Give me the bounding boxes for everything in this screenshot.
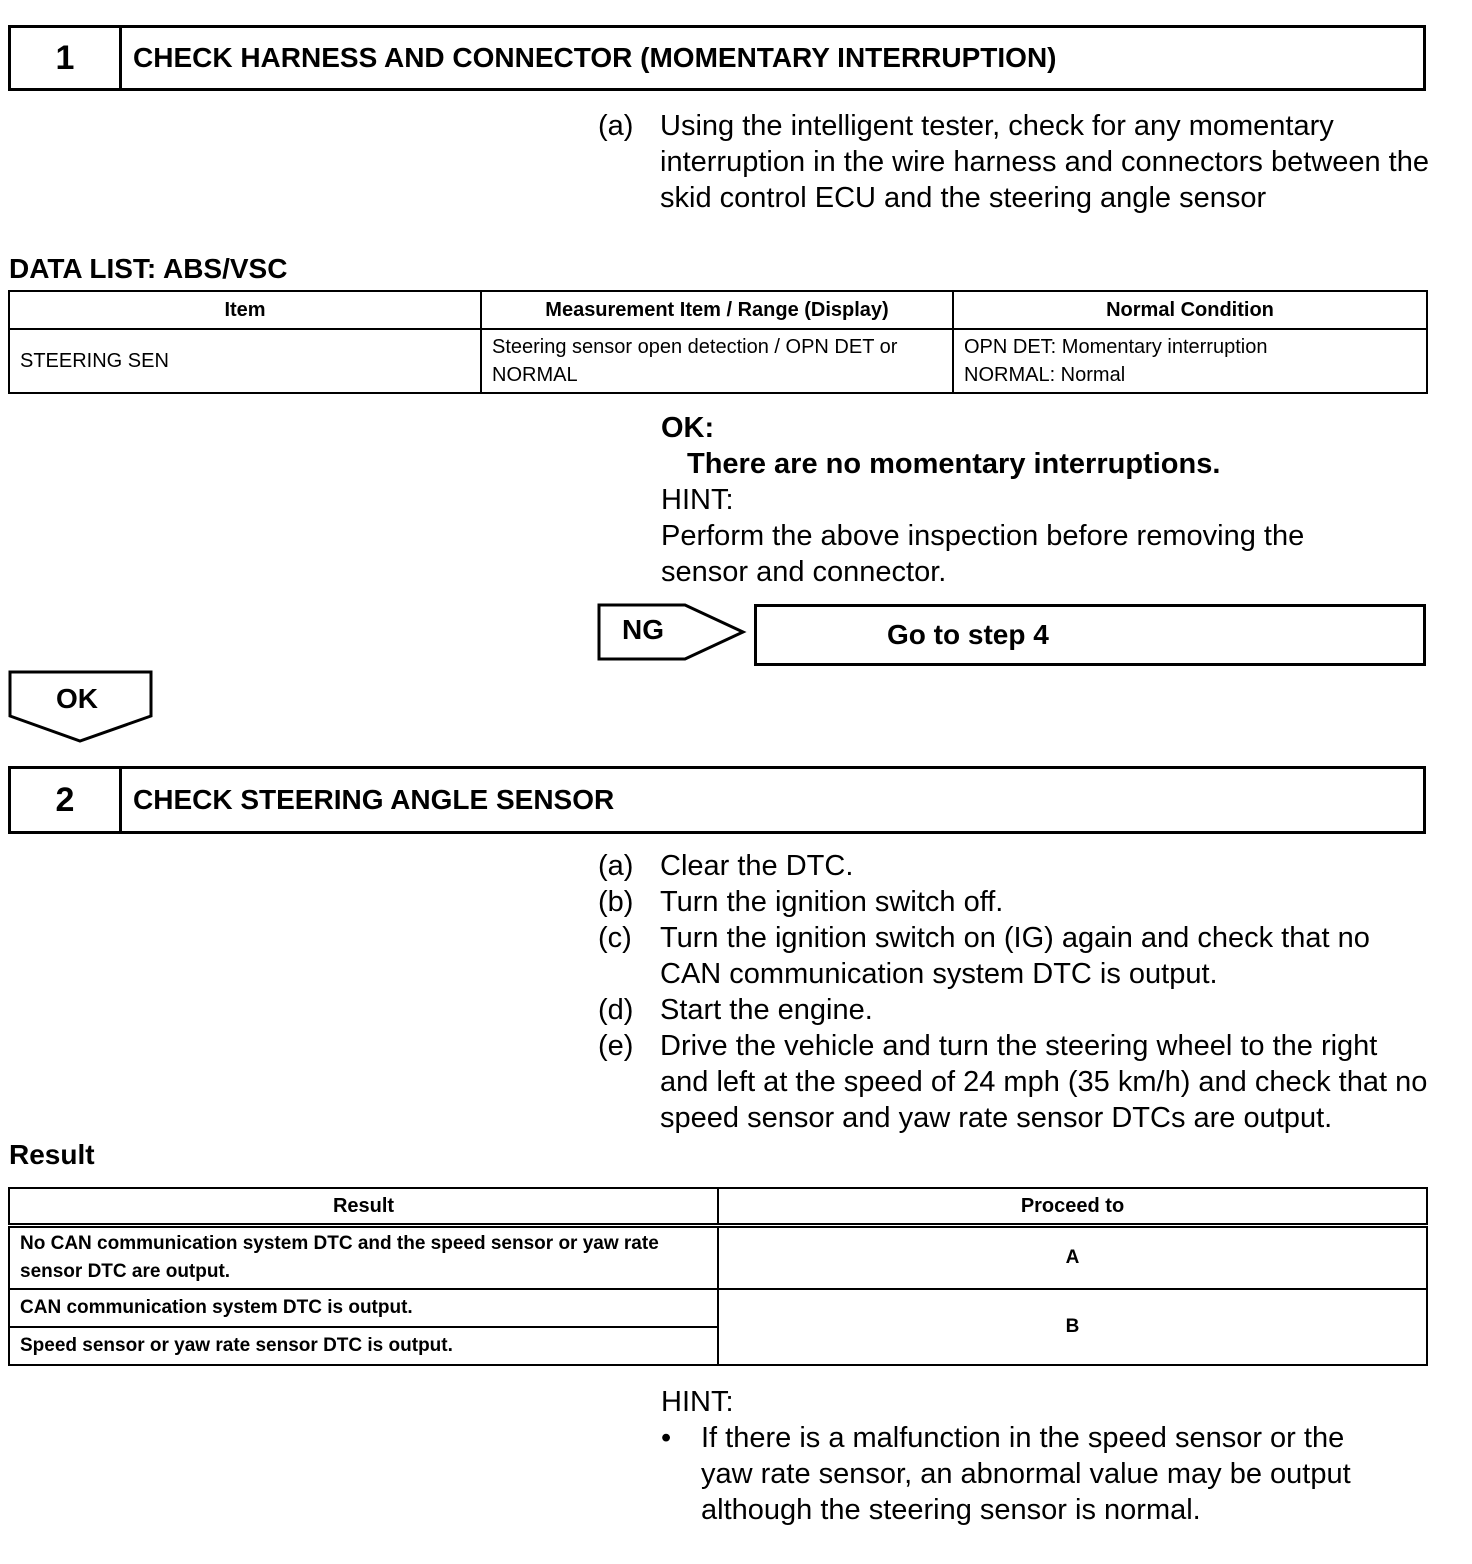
ng-arrow-icon <box>597 603 749 663</box>
instruction-label: (a) <box>598 110 634 142</box>
step-2-title: CHECK STEERING ANGLE SENSOR <box>133 784 615 815</box>
bullet-icon: • <box>661 1422 672 1454</box>
hint-2-block <box>661 1384 1421 1528</box>
instruction-text: Using the intelligent tester, check for any momentary interruption in the wire harness and connectors between the skid control ECU and the steering angle sensor <box>660 110 1429 214</box>
step-1-title: CHECK HARNESS AND CONNECTOR (MOMENTARY INTERRUPTION) <box>133 42 1057 73</box>
data-list-heading: DATA LIST: ABS/VSC <box>9 253 288 284</box>
instruction-label: (b) <box>598 886 634 918</box>
table-header-row <box>9 1188 1427 1226</box>
table-header-row <box>9 291 1427 329</box>
measurement-line: Steering sensor open detection / OPN DET or <box>492 336 898 358</box>
ok-text: There are no momentary interruptions. <box>687 448 1221 480</box>
instruction-text: Clear the DTC. <box>660 850 854 882</box>
item-cell: STEERING SEN <box>9 329 481 393</box>
step-1-header <box>8 25 1426 91</box>
step-1-number: 1 <box>11 28 122 88</box>
column-header: Proceed to <box>718 1188 1427 1226</box>
table-row <box>9 1289 1427 1327</box>
instruction-label: (d) <box>598 994 634 1026</box>
column-header: Result <box>9 1188 718 1226</box>
normal-condition-line: OPN DET: Momentary interruption <box>964 336 1268 358</box>
hint-bullet-item <box>661 1420 1421 1528</box>
proceed-cell: A <box>718 1226 1427 1290</box>
instruction-label: (c) <box>598 922 632 954</box>
ng-label: NG <box>622 614 664 645</box>
column-header: Item <box>9 291 481 329</box>
column-header: Measurement Item / Range (Display) <box>481 291 953 329</box>
hint-label: HINT: <box>661 1386 734 1418</box>
result-heading: Result <box>9 1139 95 1170</box>
result-cell: No CAN communication system DTC and the speed sensor or yaw rate sensor DTC are output. <box>9 1226 718 1290</box>
normal-condition-line: NORMAL: Normal <box>964 364 1126 386</box>
table-row <box>9 329 1427 393</box>
instruction-text: Turn the ignition switch on (IG) again and check that no CAN communication system DTC is output. <box>660 922 1370 990</box>
ok-arrow-label: OK <box>56 683 98 714</box>
ok-block <box>661 410 1381 590</box>
hint-label: HINT: <box>661 484 734 516</box>
instruction-label: (a) <box>598 850 634 882</box>
measurement-line: NORMAL <box>492 364 578 386</box>
instruction-text: Turn the ignition switch off. <box>660 886 1004 918</box>
instruction-text: Start the engine. <box>660 994 873 1026</box>
instruction-text: Drive the vehicle and turn the steering wheel to the right and left at the speed of 24 mph (35 km/h) and check that no speed sensor and yaw rate sensor DTCs are output. <box>660 1030 1428 1134</box>
normal-condition-cell <box>953 329 1427 393</box>
proceed-cell: B <box>718 1289 1427 1365</box>
ok-label: OK: <box>661 412 715 444</box>
hint-text: Perform the above inspection before removing the sensor and connector. <box>661 520 1305 588</box>
result-table <box>8 1187 1428 1366</box>
table-row <box>9 1226 1427 1290</box>
step-2-number: 2 <box>11 769 122 831</box>
hint-bullet-text: If there is a malfunction in the speed sensor or the yaw rate sensor, an abnormal value may be output although the steering sensor is normal. <box>701 1422 1351 1526</box>
data-list-table <box>8 290 1428 394</box>
goto-step-4-box[interactable] <box>754 604 1426 666</box>
step-2-header <box>8 766 1426 834</box>
result-cell: CAN communication system DTC is output. <box>9 1289 718 1327</box>
column-header: Normal Condition <box>953 291 1427 329</box>
instruction-label: (e) <box>598 1030 634 1062</box>
measurement-cell <box>481 329 953 393</box>
goto-step-text: Go to step 4 <box>887 619 1049 650</box>
result-cell: Speed sensor or yaw rate sensor DTC is output. <box>9 1327 718 1365</box>
